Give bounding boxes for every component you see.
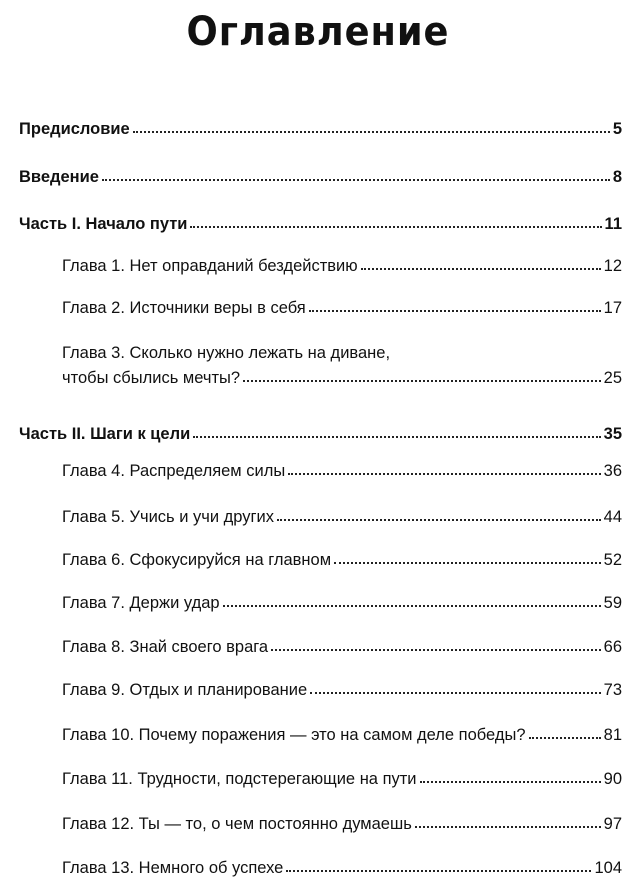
- toc-page-number: 11: [604, 215, 622, 233]
- toc-entry-label: Предисловие: [19, 120, 130, 138]
- dot-leader: [223, 603, 601, 607]
- toc-entry-chapter-7[interactable]: [62, 592, 622, 614]
- toc-entry-label: Глава 5. Учись и учи других: [62, 508, 275, 526]
- toc-entry-chapter-8[interactable]: [62, 636, 622, 658]
- toc-page-number: 12: [603, 257, 622, 275]
- toc-entry-chapter-9[interactable]: [62, 679, 622, 701]
- toc-page-number: 59: [603, 594, 622, 612]
- dot-leader: [420, 779, 601, 783]
- toc-page-number: 36: [603, 462, 622, 480]
- dot-leader: [415, 824, 601, 828]
- toc-entry-chapter-3-line-1[interactable]: Глава 3. Сколько нужно лежать на диване,: [62, 344, 391, 362]
- toc-page-number: 52: [603, 551, 622, 569]
- dot-leader: [288, 471, 600, 475]
- toc-entry-label: Часть II. Шаги к цели: [19, 425, 191, 443]
- toc-entry-part-1[interactable]: [19, 213, 622, 235]
- toc-entry-label: Глава 9. Отдых и планирование: [62, 681, 308, 699]
- toc-entry-chapter-5[interactable]: [62, 506, 622, 528]
- toc-entry-label: Часть I. Начало пути: [19, 215, 188, 233]
- toc-entry-label: Глава 2. Источники веры в себя: [62, 299, 306, 317]
- toc-entry-chapter-6[interactable]: [62, 549, 622, 571]
- toc-page-number: 97: [603, 815, 622, 833]
- toc-page-number: 73: [603, 681, 622, 699]
- page-title: Оглавление: [186, 9, 450, 55]
- toc-page-number: 5: [612, 120, 622, 138]
- dot-leader: [334, 560, 601, 564]
- toc-entry-chapter-1[interactable]: [62, 255, 622, 277]
- toc-entry-chapter-4[interactable]: [62, 460, 622, 482]
- toc-page-number: 17: [603, 299, 622, 317]
- dot-leader: [190, 224, 601, 228]
- toc-entry-part-2[interactable]: [19, 423, 622, 445]
- toc-entry-chapter-10[interactable]: [62, 724, 622, 746]
- dot-leader: [133, 129, 610, 133]
- toc-page-number: 25: [603, 369, 622, 387]
- toc-entry-chapter-13[interactable]: [62, 857, 622, 879]
- toc-entry-introduction[interactable]: [19, 166, 622, 188]
- toc-entry-label: Глава 13. Немного об успехе: [62, 859, 284, 877]
- toc-entry-label: Глава 6. Сфокусируйся на главном: [62, 551, 332, 569]
- toc-page-number: 8: [612, 168, 622, 186]
- toc-entry-chapter-11[interactable]: [62, 768, 622, 790]
- toc-page-number: 44: [603, 508, 622, 526]
- toc-page-number: 35: [603, 425, 622, 443]
- dot-leader: [193, 434, 600, 438]
- dot-leader: [271, 647, 601, 651]
- dot-leader: [361, 266, 601, 270]
- toc-page-number: 104: [594, 859, 622, 877]
- toc-entry-preface[interactable]: [19, 118, 622, 140]
- dot-leader: [529, 735, 601, 739]
- toc-entry-label: Глава 8. Знай своего врага: [62, 638, 269, 656]
- dot-leader: [309, 308, 601, 312]
- toc-entry-label: Глава 7. Держи удар: [62, 594, 220, 612]
- dot-leader: [102, 177, 610, 181]
- toc-entry-label: Глава 11. Трудности, подстерегающие на пути: [62, 770, 417, 788]
- toc-entry-label: Глава 4. Распределяем силы: [62, 462, 286, 480]
- toc-entry-label: Глава 12. Ты — то, о чем постоянно думаешь: [62, 815, 412, 833]
- dot-leader: [286, 868, 591, 872]
- toc-entry-label: Глава 10. Почему поражения — это на самом деле победы?: [62, 726, 526, 744]
- toc-page-number: 66: [603, 638, 622, 656]
- dot-leader: [277, 517, 601, 521]
- toc-entry-label: Введение: [19, 168, 99, 186]
- toc-entry-chapter-3[interactable]: [62, 367, 622, 389]
- toc-page-number: 81: [603, 726, 622, 744]
- toc-entry-chapter-12[interactable]: [62, 813, 622, 835]
- toc-entry-label: чтобы сбылись мечты?: [62, 369, 241, 387]
- dot-leader: [310, 690, 600, 694]
- toc-page-number: 90: [603, 770, 622, 788]
- dot-leader: [243, 378, 601, 382]
- toc-entry-chapter-2[interactable]: [62, 297, 622, 319]
- toc-entry-label: Глава 1. Нет оправданий бездействию: [62, 257, 358, 275]
